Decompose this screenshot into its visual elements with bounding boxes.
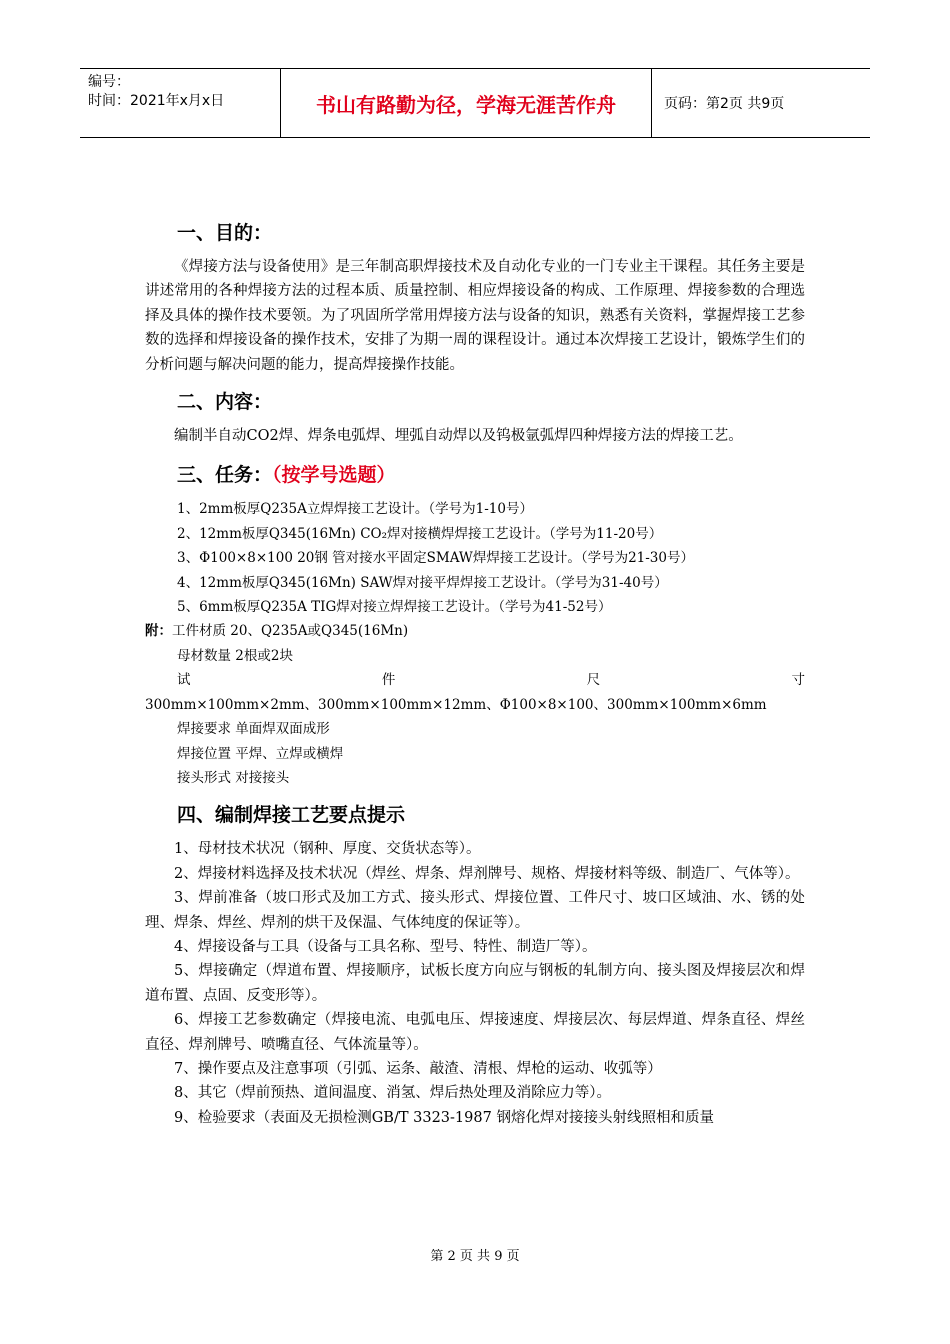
size-char: 尺 xyxy=(586,672,601,689)
section-2-title: 二、内容： xyxy=(177,391,273,414)
task-item: 1、2mm板厚Q235A立焊焊接工艺设计。（学号为1-10号） xyxy=(177,501,533,518)
header-page-label: 页码：第2页 共9页 xyxy=(664,96,785,112)
attachment-position: 焊接位置 平焊、立焊或横焊 xyxy=(177,745,344,762)
section-2-body: 编制半自动CO2焊、焊条电弧焊、埋弧自动焊以及钨极氩弧焊四种焊接方法的焊接工艺。 xyxy=(174,428,743,445)
number-label: 编号： xyxy=(88,74,130,90)
task-item: 5、6mm板厚Q235A TIG焊对接立焊焊接工艺设计。（学号为41-52号） xyxy=(177,599,612,616)
section-1-body: 《焊接方法与设备使用》是三年制高职焊接技术及自动化专业的一门专业主干课程。其任务主要是讲述常用的各种焊接方法的过程本质、质量控制、相应焊接设备的构成、工作原理、焊接参数的合理选择及具体的操作技术要领。为了巩固所学常用焊接方法与设备的知识，熟悉有关资料，掌握焊接工艺参数的选择和焊接设备的操作技术，安排了为期一周的课程设计。通过本次焊接工艺设计，锻炼学生们的分析问题与解决问题的能力，提高焊接操作技能。 xyxy=(145,259,805,373)
section-3-title-text: 三、任务： xyxy=(177,464,273,487)
task-item: 4、12mm板厚Q345(16Mn) SAW焊对接平焊焊接工艺设计。（学号为31-40号） xyxy=(177,574,668,591)
document-body xyxy=(145,218,805,1130)
point-item: 8、其它（焊前预热、道间温度、消氢、焊后热处理及消除应力等）。 xyxy=(174,1085,611,1102)
header-left-cell xyxy=(80,69,281,137)
point-item: 2、焊接材料选择及技术状况（焊丝、焊条、焊剂牌号、规格、焊接材料等级、制造厂、气体等）。 xyxy=(174,865,800,882)
page-header xyxy=(80,68,870,138)
attachment-size-label xyxy=(145,668,805,692)
point-item: 6、焊接工艺参数确定（焊接电流、电弧电压、焊接速度、焊接层次、每层焊道、焊条直径、焊丝直径、焊剂牌号、喷嘴直径、气体流量等）。 xyxy=(145,1012,805,1053)
attachment-material-row xyxy=(145,619,805,643)
points-list xyxy=(145,837,805,1130)
section-3-title-note: （按学号选题） xyxy=(272,464,396,487)
attachment-requirement: 焊接要求 单面焊双面成形 xyxy=(177,721,330,738)
point-item: 3、焊前准备（坡口形式及加工方式、接头形式、焊接位置、工件尺寸、坡口区域油、水、锈的处理、焊条、焊丝、焊剂的烘干及保温、气体纯度的保证等）。 xyxy=(145,890,805,931)
attachment-joint: 接头形式 对接接头 xyxy=(177,769,290,786)
point-item: 5、焊接确定（焊道布置、焊接顺序，试板长度方向应与钢板的轧制方向、接头图及焊接层次和焊道布置、点固、反变形等）。 xyxy=(145,963,805,1004)
task-item: 3、Φ100×8×100 20钢 管对接水平固定SMAW焊焊接工艺设计。（学号为21-30号） xyxy=(177,550,694,567)
section-1-title: 一、目的： xyxy=(177,222,273,244)
attachment-label: 附： xyxy=(145,623,172,640)
attachment-quantity: 母材数量 2根或2块 xyxy=(177,647,293,664)
point-item: 7、操作要点及注意事项（引弧、运条、敲渣、清根、焊枪的运动、收弧等） xyxy=(174,1060,662,1077)
task-item: 2、12mm板厚Q345(16Mn) CO₂焊对接横焊焊接工艺设计。（学号为11-20号） xyxy=(177,525,663,542)
section-4-title: 四、编制焊接工艺要点提示 xyxy=(177,804,406,827)
page-footer: 第 2 页 共 9 页 xyxy=(430,1249,520,1264)
point-item: 9、检验要求（表面及无损检测GB/T 3323-1987 钢熔化焊对接接头射线照相和质量 xyxy=(174,1109,714,1126)
point-item: 4、焊接设备与工具（设备与工具名称、型号、特性、制造厂等）。 xyxy=(174,938,597,955)
attachment-size-values: 300mm×100mm×2mm、300mm×100mm×12mm、Φ100×8×100、300mm×100mm×6mm xyxy=(145,696,767,713)
attachment-material: 工件材质 20、Q235A或Q345(16Mn) xyxy=(172,623,409,640)
header-motto: 书山有路勤为径，学海无涯苦作舟 xyxy=(281,69,652,137)
task-list xyxy=(145,497,805,619)
size-char: 件 xyxy=(381,672,396,689)
point-item: 1、母材技术状况（钢种、厚度、交货状态等）。 xyxy=(174,841,481,858)
section-3-title xyxy=(145,460,805,487)
size-char: 试 xyxy=(177,672,191,689)
time-label: 时间：2021年x月x日 xyxy=(88,93,225,109)
size-char: 寸 xyxy=(791,672,805,689)
